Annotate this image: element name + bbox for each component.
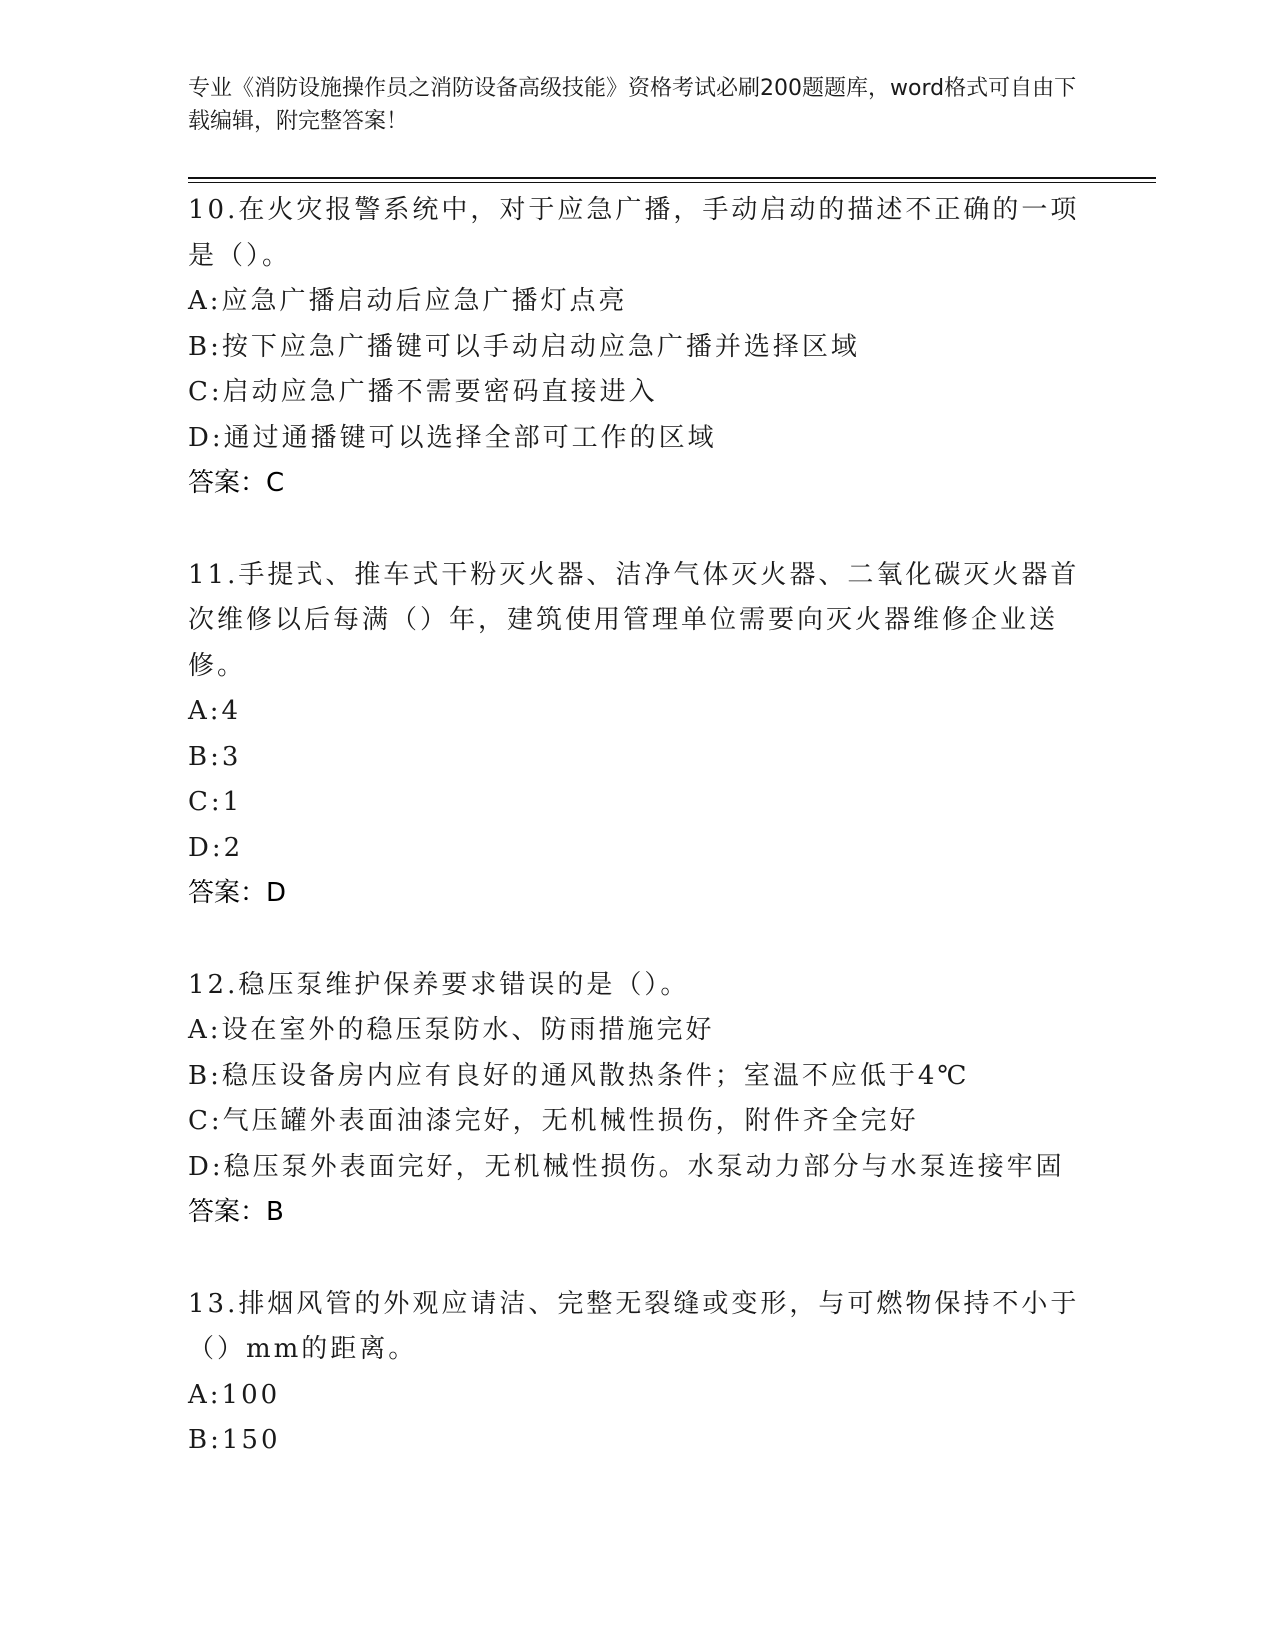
option-a: A:4 [188,696,242,726]
option-c: C:1 [188,787,243,817]
option-a: A:100 [188,1379,281,1410]
question-text: 13.排烟风管的外观应请洁、完整无裂缝或变形，与可燃物保持不小于（）mm的距离。 [188,1288,1080,1364]
header-divider-thin [188,182,1156,183]
option-a: A:设在室外的稳压泵防水、防雨措施完好 [188,1015,715,1045]
answer: 答案：B [188,1197,284,1227]
question-list [188,188,1088,1510]
option-b: B:3 [188,741,242,772]
question-text: 10.在火灾报警系统中，对于应急广播，手动启动的描述不正确的一项是（）。 [188,195,1080,271]
option-c: C:气压罐外表面油漆完好，无机械性损伤，附件齐全完好 [188,1106,919,1136]
option-c: C:启动应急广播不需要密码直接进入 [188,377,658,407]
question-text: 12.稳压泵维护保养要求错误的是（）。 [188,969,690,1000]
question-text: 11.手提式、推车式干粉灭火器、洁净气体灭火器、二氧化碳灭火器首次维修以后每满（）年，建筑使用管理单位需要向灭火器维修企业送修。 [188,559,1080,681]
answer: 答案：C [188,468,285,498]
option-d: D:2 [188,832,244,863]
question-13 [188,1282,1088,1464]
question-10 [188,188,1088,507]
option-d: D:通过通播键可以选择全部可工作的区域 [188,422,717,453]
option-b: B:150 [188,1425,281,1455]
question-11 [188,553,1088,917]
header-divider [188,177,1156,179]
option-b: B:按下应急广播键可以手动启动应急广播并选择区域 [188,331,860,362]
question-12 [188,963,1088,1236]
answer: 答案：D [188,878,287,908]
option-a: A:应急广播启动后应急广播灯点亮 [188,286,628,316]
page-header: 专业《消防设施操作员之消防设备高级技能》资格考试必刷200题题库，word格式可自由下载编辑，附完整答案！ [188,76,1077,134]
option-b: B:稳压设备房内应有良好的通风散热条件；室温不应低于4℃ [188,1060,970,1091]
option-d: D:稳压泵外表面完好，无机械性损伤。水泵动力部分与水泵连接牢固 [188,1151,1065,1182]
